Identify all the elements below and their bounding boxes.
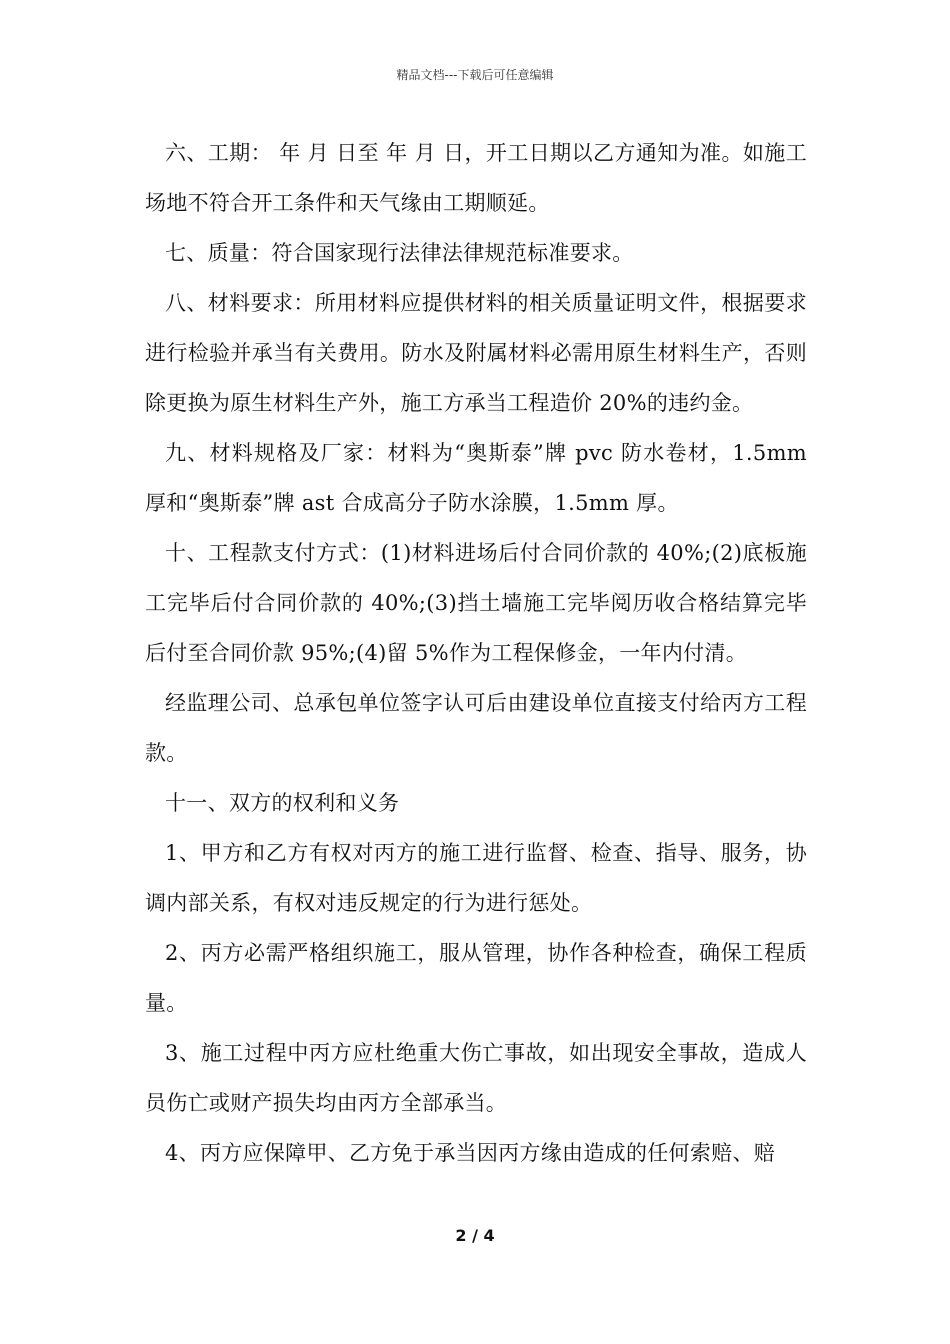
paragraph-clause-1: 1、甲方和乙方有权对丙方的施工进行监督、检查、指导、服务，协调内部关系，有权对违反规定的行为进行惩处。 [145, 841, 807, 915]
paragraph-schedule: 六、工期： 年 月 日至 年 月 日，开工日期以乙方通知为准。如施工场地不符合开工条件和天气缘由工期顺延。 [145, 141, 807, 215]
paragraph-payment-approval: 经监理公司、总承包单位签字认可后由建设单位直接支付给丙方工程款。 [145, 691, 807, 765]
paragraph-material-specs: 九、材料规格及厂家：材料为“奥斯泰”牌 pvc 防水卷材，1.5mm 厚和“奥斯泰”牌 ast 合成高分子防水涂膜，1.5mm 厚。 [145, 441, 807, 515]
paragraph-material-requirements: 八、材料要求：所用材料应提供材料的相关质量证明文件，根据要求进行检验并承当有关费用。防水及附属材料必需用原生材料生产，否则除更换为原生材料生产外，施工方承当工程造价 20%的违约金。 [145, 291, 807, 415]
paragraph-clause-3: 3、施工过程中丙方应杜绝重大伤亡事故，如出现安全事故，造成人员伤亡或财产损失均由丙方全部承当。 [145, 1041, 807, 1115]
page-number: 2 / 4 [455, 1226, 495, 1245]
document-body [145, 128, 807, 1178]
section-heading-rights: 十一、双方的权利和义务 [165, 791, 400, 815]
paragraph-quality: 七、质量：符合国家现行法律法律规范标准要求。 [165, 241, 634, 265]
paragraph-clause-4: 4、丙方应保障甲、乙方免于承当因丙方缘由造成的任何索赔、赔 [165, 1141, 776, 1165]
page-header: 精品文档---下载后可任意编辑 [396, 68, 554, 82]
paragraph-clause-2: 2、丙方必需严格组织施工，服从管理，协作各种检查，确保工程质量。 [145, 941, 807, 1015]
paragraph-payment-method: 十、工程款支付方式：(1)材料进场后付合同价款的 40%;(2)底板施工完毕后付合同价款的 40%;(3)挡土墙施工完毕阅历收合格结算完毕后付至合同价款 95%;(4)留 5%作为工程保修金，一年内付清。 [145, 541, 807, 665]
